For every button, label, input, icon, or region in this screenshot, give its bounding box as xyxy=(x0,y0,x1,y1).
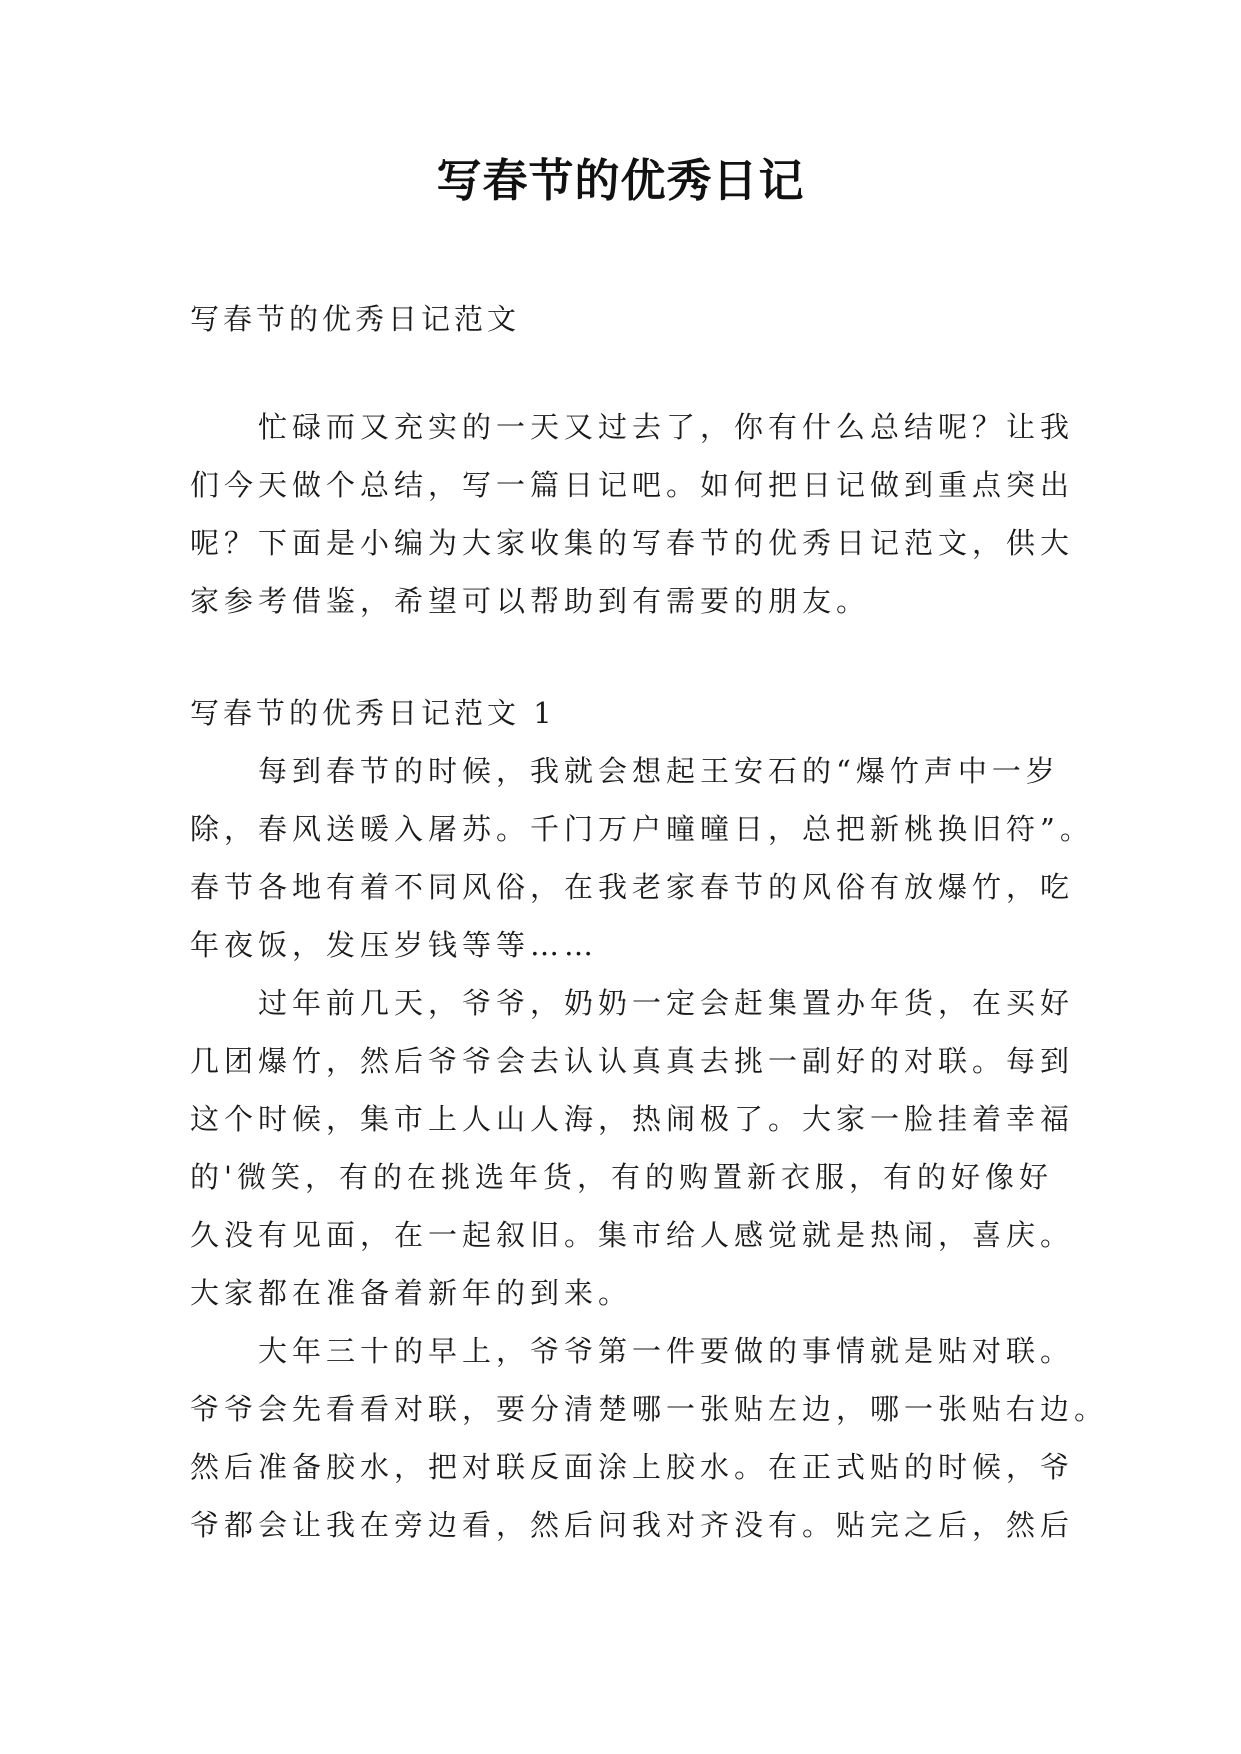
body-line: 大年三十的早上，爷爷第一件要做的事情就是贴对联。 xyxy=(190,1334,1075,1368)
body-line: 爷都会让我在旁边看，然后问我对齐没有。贴完之后，然后 xyxy=(190,1508,1075,1542)
intro-line: 家参考借鉴，希望可以帮助到有需要的朋友。 xyxy=(190,584,871,618)
document-body xyxy=(190,290,1109,1554)
body-line: 爷爷会先看看对联，要分清楚哪一张贴左边，哪一张贴右边。 xyxy=(190,1392,1109,1426)
paragraph-gap xyxy=(190,348,1060,398)
document-title: 写春节的优秀日记 xyxy=(436,154,805,207)
body-line: 久没有见面，在一起叙旧。集市给人感觉就是热闹，喜庆。 xyxy=(190,1218,1075,1252)
intro-line: 忙碌而又充实的一天又过去了，你有什么总结呢？让我 xyxy=(190,410,1075,444)
body-line: 的'微笑，有的在挑选年货，有的购置新衣服，有的好像好 xyxy=(190,1160,1053,1194)
paragraph-gap xyxy=(190,630,1060,684)
body-line: 年夜饭，发压岁钱等等…… xyxy=(190,928,599,962)
body-line: 然后准备胶水，把对联反面涂上胶水。在正式贴的时候，爷 xyxy=(190,1450,1075,1484)
body-line: 每到春节的时候，我就会想起王安石的“爆竹声中一岁 xyxy=(190,754,1060,788)
body-line: 除，春风送暖入屠苏。千门万户曈曈日，总把新桃换旧符”。 xyxy=(190,812,1094,846)
intro-line: 们今天做个总结，写一篇日记吧。如何把日记做到重点突出 xyxy=(190,468,1075,502)
body-line: 过年前几天，爷爷，奶奶一定会赶集置办年货，在买好 xyxy=(190,986,1075,1020)
body-line: 大家都在准备着新年的到来。 xyxy=(190,1276,633,1310)
intro-paragraph xyxy=(190,398,1075,630)
body-line: 这个时候，集市上人山人海，热闹极了。大家一脸挂着幸福 xyxy=(190,1102,1075,1136)
body-line: 几团爆竹，然后爷爷会去认认真真去挑一副好的对联。每到 xyxy=(190,1044,1075,1078)
body-line: 春节各地有着不同风俗，在我老家春节的风俗有放爆竹，吃 xyxy=(190,870,1075,904)
intro-line: 呢？下面是小编为大家收集的写春节的优秀日记范文，供大 xyxy=(190,526,1075,560)
body-text xyxy=(190,742,1109,1554)
section-heading: 写春节的优秀日记范文 1 xyxy=(190,696,556,730)
document-subtitle: 写春节的优秀日记范文 xyxy=(190,302,521,336)
